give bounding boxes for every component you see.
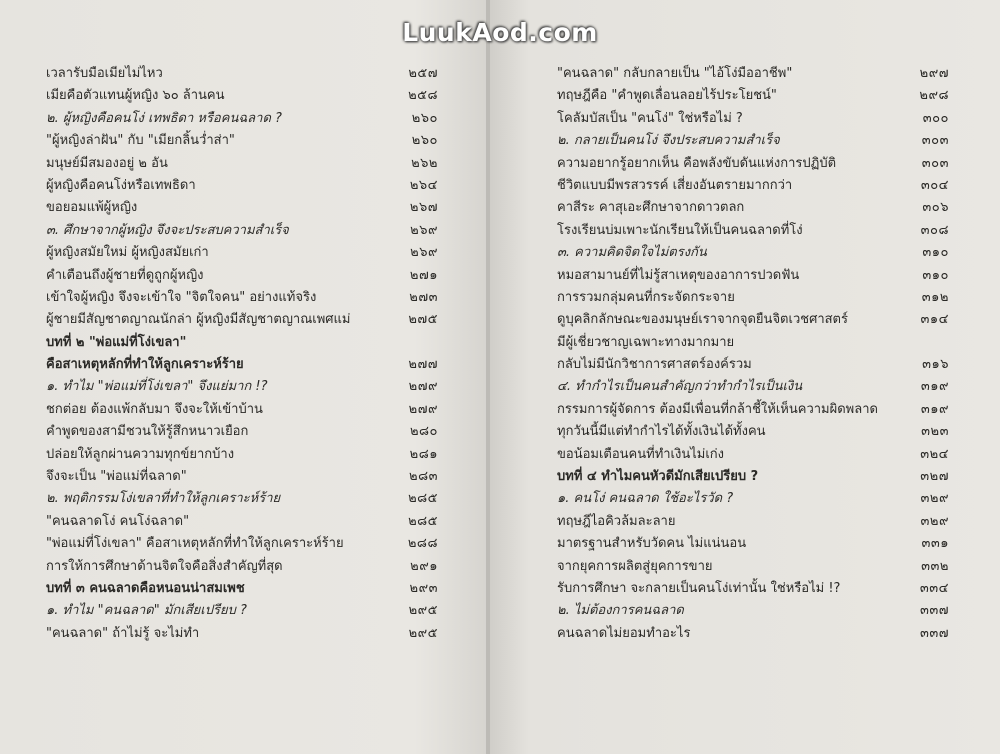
toc-entry: [557, 488, 949, 510]
toc-entry: [46, 623, 438, 645]
toc-entry-page: ๓๑๖: [922, 357, 949, 373]
toc-entry: [557, 220, 949, 242]
toc-entry: [557, 354, 949, 376]
toc-entry-page: ๒๘๑: [409, 446, 438, 462]
toc-entry-page: ๓๐๐: [922, 110, 949, 126]
toc-entry-title: ความอยากรู้อยากเห็น คือพลังขับดันแห่งการปฏิบัติ: [557, 155, 837, 171]
toc-entry-title: ปล่อยให้ลูกผ่านความทุกข์ยากบ้าง: [46, 446, 235, 462]
toc-entry: [46, 578, 438, 600]
toc-entry-page: ๓๐๓: [921, 133, 949, 149]
left-toc: [46, 63, 438, 645]
toc-entry-title: เวลารับมือเมียไม่ไหว: [46, 66, 163, 81]
toc-entry-page: ๒๗๗: [408, 357, 438, 373]
toc-entry: [557, 85, 949, 107]
toc-entry: [46, 175, 438, 197]
toc-entry-page: ๓๓๑: [921, 536, 949, 552]
toc-entry-title: กลับไม่มีนักวิชาการศาสตร์องค์รวม: [557, 357, 752, 373]
toc-entry: [557, 197, 949, 219]
toc-entry-title: "พ่อแม่ที่โง่เขลา" คือสาเหตุหลักที่ทำให้ลูกเคราะห์ร้าย: [46, 536, 344, 552]
toc-entry-page: ๓๑๙: [920, 379, 949, 395]
toc-entry-page: ๒๙๕: [408, 603, 438, 619]
toc-entry-title: หมอสามานย์ที่ไม่รู้สาเหตุของอาการปวดฟัน: [557, 267, 800, 283]
toc-entry-title: คาสีระ คาสุเอะศึกษาจากดาวตลก: [557, 200, 745, 216]
toc-entry: [557, 466, 949, 488]
toc-entry-title: "ผู้หญิงล่าฝัน" กับ "เมียกลิ้นว่ำส่า": [46, 133, 235, 149]
toc-entry-page: ๓๑๙: [920, 401, 949, 417]
toc-entry: [557, 332, 949, 354]
toc-entry-title: เข้าใจผู้หญิง จึงจะเข้าใจ "จิตใจคน" อย่างแท้จริง: [46, 289, 317, 305]
toc-entry-title: ผู้หญิงสมัยใหม่ ผู้หญิงสมัยเก่า: [46, 245, 209, 261]
toc-entry-page: ๓๒๓: [921, 424, 949, 440]
toc-entry: [557, 175, 949, 197]
toc-entry: [46, 108, 438, 130]
toc-entry-page: ๒๗๙: [408, 401, 438, 417]
toc-entry: [46, 511, 438, 533]
toc-entry-title: "คนฉลาดโง่ คนโง่ฉลาด": [46, 513, 190, 529]
toc-entry-title: คือสาเหตุหลักที่ทำให้ลูกเคราะห์ร้าย: [46, 357, 244, 373]
toc-entry-page: ๒๙๕: [408, 625, 438, 641]
toc-entry-title: ๒. ผู้หญิงคือคนโง่ เทพธิดา หรือคนฉลาด ?: [46, 110, 282, 126]
toc-entry: [46, 332, 438, 354]
toc-entry: [557, 63, 949, 85]
toc-entry: [557, 421, 949, 443]
toc-entry-page: ๓๑๒: [921, 289, 949, 305]
toc-entry: [46, 85, 438, 107]
toc-entry-title: จึงจะเป็น "พ่อแม่ที่ฉลาด": [46, 469, 187, 485]
toc-entry-title: โคลัมบัสเป็น "คนโง่" ใช่หรือไม่ ?: [557, 110, 743, 126]
toc-entry-title: ๒. ไม่ต้องการคนฉลาด: [557, 603, 684, 619]
toc-entry-page: ๒๘๘: [407, 536, 438, 552]
right-toc: [557, 63, 949, 645]
toc-entry: [46, 488, 438, 510]
toc-entry-page: ๒๖๙: [410, 222, 438, 238]
toc-entry-page: ๓๒๗: [920, 469, 949, 485]
toc-entry-page: ๒๙๑: [410, 558, 438, 574]
toc-entry: [46, 533, 438, 555]
watermark: LuukAod.com: [402, 18, 598, 47]
toc-entry: [46, 376, 438, 398]
toc-entry-title: ๓. ศึกษาจากผู้หญิง จึงจะประสบความสำเร็จ: [46, 222, 289, 238]
toc-entry-title: รับการศึกษา จะกลายเป็นคนโง่เท่านั้น ใช่หรือไม่ !?: [557, 580, 841, 596]
toc-entry: [557, 533, 949, 555]
toc-entry-title: ทุกวันนี้มีแต่ทำกำไรได้ทั้งเงินได้ทั้งคน: [557, 424, 766, 440]
toc-entry-page: ๒๘๕: [408, 513, 438, 529]
toc-entry-page: ๓๑๔: [920, 312, 949, 328]
toc-entry-page: ๒๖๙: [410, 245, 438, 261]
toc-entry-page: ๒๗๙: [408, 379, 438, 395]
toc-entry-page: ๓๑๐: [922, 267, 949, 283]
toc-entry: [46, 153, 438, 175]
toc-entry-page: ๒๗๓: [409, 289, 438, 305]
toc-entry: [46, 197, 438, 219]
toc-entry-page: ๒๘๓: [409, 469, 438, 485]
toc-entry-page: ๒๙๓: [409, 580, 438, 596]
toc-entry-title: ๒. กลายเป็นคนโง่ จึงประสบความสำเร็จ: [557, 133, 780, 149]
toc-entry-title: ๒. พฤติกรรมโง่เขลาที่ทำให้ลูกเคราะห์ร้าย: [46, 491, 281, 507]
toc-entry-page: ๒๙๘: [919, 88, 949, 104]
toc-entry: [46, 600, 438, 622]
toc-entry-page: ๓๑๐: [922, 245, 949, 261]
toc-entry-title: ๓. ความคิดจิตใจไม่ตรงกัน: [557, 245, 707, 261]
toc-entry: [46, 399, 438, 421]
toc-entry-title: ทฤษฎีคือ "คำพูดเลื่อนลอยไร้ประโยชน์": [557, 88, 777, 104]
toc-entry-title: มาตรฐานสำหรับวัดคน ไม่แน่นอน: [557, 536, 747, 552]
toc-entry-page: ๓๐๔: [920, 177, 949, 193]
toc-entry-page: ๓๒๙: [920, 513, 949, 529]
toc-entry-title: โรงเรียนบ่มเพาะนักเรียนให้เป็นคนฉลาดที่โง่: [557, 222, 803, 238]
toc-entry: [557, 399, 949, 421]
toc-entry-title: "คนฉลาด" ถ้าไม่รู้ จะไม่ทำ: [46, 625, 200, 641]
toc-entry-title: ขอน้อมเตือนคนที่ทำเงินไม่เก่ง: [557, 446, 725, 462]
toc-entry: [557, 265, 949, 287]
toc-entry-page: ๒๖๒: [411, 155, 438, 171]
toc-entry-title: บทที่ ๓ คนฉลาดคือหนอนน่าสมเพช: [46, 580, 245, 596]
toc-entry-title: ดูบุคลิกลักษณะของมนุษย์เราจากจุดยืนจิตเวชศาสตร์: [557, 312, 848, 328]
toc-entry-title: "คนฉลาด" กลับกลายเป็น "ไอ้โง่มืออาชีพ": [557, 66, 793, 81]
toc-entry: [557, 600, 949, 622]
toc-entry: [46, 265, 438, 287]
toc-entry-title: ๔. ทำกำไรเป็นคนสำคัญกว่าทำกำไรเป็นเงิน: [557, 379, 803, 395]
toc-entry-title: กรรมการผู้จัดการ ต้องมีเพื่อนที่กล้าชี้ให้เห็นความผิดพลาด: [557, 401, 878, 417]
toc-entry-title: บทที่ ๔ ทำไมคนหัวดีมักเสียเปรียบ ?: [557, 469, 759, 485]
toc-entry-title: มนุษย์มีสมองอยู่ ๒ อัน: [46, 155, 168, 171]
toc-entry: [46, 466, 438, 488]
toc-entry-page: ๓๓๗: [919, 603, 949, 619]
toc-entry-title: ผู้หญิงคือคนโง่หรือเทพธิดา: [46, 177, 196, 193]
toc-entry-title: ชกต่อย ต้องแพ้กลับมา จึงจะให้เข้าบ้าน: [46, 401, 263, 417]
toc-entry: [46, 287, 438, 309]
toc-entry-page: ๓๓๒: [921, 558, 949, 574]
toc-entry: [46, 354, 438, 376]
toc-entry-page: ๒๖๐: [411, 110, 438, 126]
toc-entry: [557, 287, 949, 309]
toc-entry-page: ๓๓๔: [919, 580, 949, 596]
toc-entry-title: ๑. ทำไม "พ่อแม่ที่โง่เขลา" จึงแย่มาก !?: [46, 379, 268, 395]
toc-entry-page: ๒๘๐: [409, 424, 438, 440]
toc-entry-page: ๒๖๗: [409, 200, 438, 216]
toc-entry-page: ๓๒๙: [920, 491, 949, 507]
toc-entry: [557, 556, 949, 578]
toc-entry-title: ผู้ชายมีสัญชาตญาณนักล่า ผู้หญิงมีสัญชาตญาณเพศแม่: [46, 312, 351, 328]
toc-entry-title: การรวมกลุ่มคนที่กระจัดกระจาย: [557, 289, 735, 305]
toc-entry-title: ๑. คนโง่ คนฉลาด ใช้อะไรวัด ?: [557, 491, 734, 507]
toc-entry: [557, 578, 949, 600]
toc-entry: [46, 444, 438, 466]
toc-entry-title: บทที่ ๒ "พ่อแม่ที่โง่เขลา": [46, 334, 187, 350]
toc-entry-title: คนฉลาดไม่ยอมทำอะไร: [557, 625, 691, 641]
toc-entry-title: ทฤษฎีไอคิวล้มละลาย: [557, 513, 676, 529]
toc-entry: [557, 511, 949, 533]
toc-entry-title: เมียคือตัวแทนผู้หญิง ๖๐ ล้านคน: [46, 88, 225, 104]
toc-entry-page: ๓๐๘: [920, 222, 949, 238]
toc-entry-title: คำเตือนถึงผู้ชายที่ดูถูกผู้หญิง: [46, 267, 204, 283]
toc-entry-page: ๒๙๗: [919, 66, 949, 81]
toc-entry-title: คำพูดของสามีชวนให้รู้สึกหนาวเยือก: [46, 424, 249, 440]
toc-entry: [46, 556, 438, 578]
toc-entry-page: ๒๗๕: [408, 312, 438, 328]
toc-entry: [557, 153, 949, 175]
toc-entry-title: จากยุคการผลิตสู่ยุคการขาย: [557, 558, 713, 574]
toc-entry-page: ๓๒๔: [920, 446, 949, 462]
toc-entry-page: ๓๐๓: [921, 155, 949, 171]
toc-entry-title: ชีวิตแบบมีพรสวรรค์ เสี่ยงอันตรายมากกว่า: [557, 177, 793, 193]
toc-entry-page: ๒๘๕: [408, 491, 438, 507]
toc-entry: [46, 421, 438, 443]
toc-entry-title: ๑. ทำไม "คนฉลาด" มักเสียเปรียบ ?: [46, 603, 247, 619]
toc-entry: [557, 376, 949, 398]
toc-entry-title: มีผู้เชี่ยวชาญเฉพาะทางมากมาย: [557, 334, 735, 350]
toc-entry: [46, 130, 438, 152]
toc-entry: [46, 309, 438, 331]
toc-entry: [46, 242, 438, 264]
toc-entry-page: ๓๐๖: [922, 200, 949, 216]
toc-entry: [557, 309, 949, 331]
toc-entry-page: ๒๖๔: [409, 177, 438, 193]
toc-entry-page: ๒๕๗: [408, 66, 438, 81]
toc-entry: [557, 623, 949, 645]
toc-entry: [46, 220, 438, 242]
toc-entry: [46, 63, 438, 85]
toc-entry-page: ๒๗๑: [409, 267, 438, 283]
toc-entry: [557, 444, 949, 466]
toc-entry-page: ๒๖๐: [411, 133, 438, 149]
toc-entry-page: ๓๓๗: [919, 625, 949, 641]
toc-entry-title: ขอยอมแพ้ผู้หญิง: [46, 200, 138, 216]
toc-entry: [557, 242, 949, 264]
toc-entry: [557, 130, 949, 152]
toc-entry: [557, 108, 949, 130]
toc-entry-page: ๒๕๘: [408, 88, 438, 104]
book-gutter: [486, 0, 490, 754]
toc-entry-title: การให้การศึกษาด้านจิตใจคือสิ่งสำคัญที่สุด: [46, 558, 283, 574]
